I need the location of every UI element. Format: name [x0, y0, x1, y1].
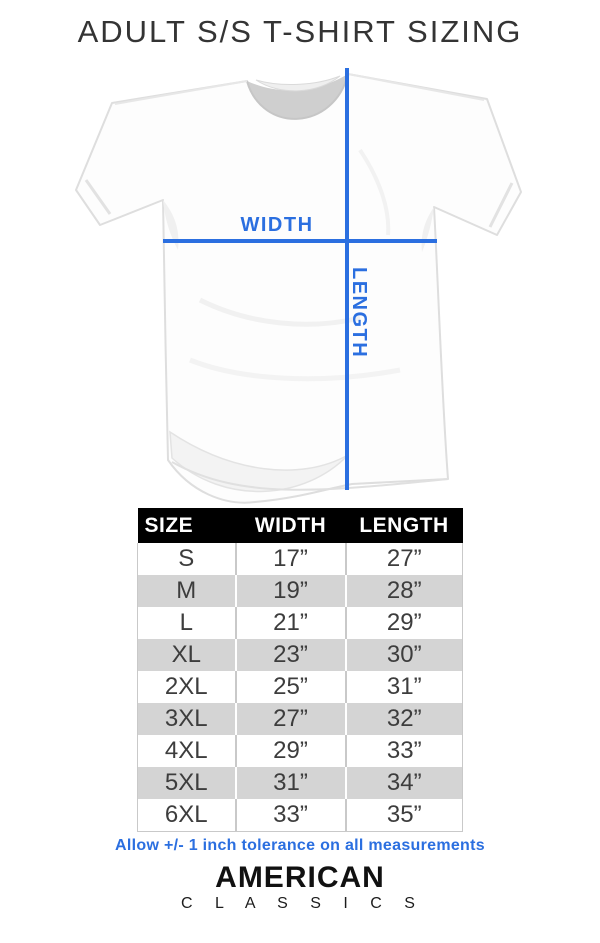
tshirt-diagram	[0, 55, 600, 505]
width-cell: 23”	[236, 639, 346, 671]
size-cell: S	[138, 543, 236, 575]
size-cell: M	[138, 575, 236, 607]
table-row	[138, 575, 463, 607]
table-header-row	[138, 508, 463, 543]
header-width: WIDTH	[236, 508, 346, 543]
length-cell: 33”	[346, 735, 463, 767]
size-cell: L	[138, 607, 236, 639]
size-cell: 6XL	[138, 799, 236, 831]
size-chart-table	[137, 508, 463, 832]
brand-subname: C L A S S I C S	[181, 895, 424, 912]
width-cell: 33”	[236, 799, 346, 831]
width-cell: 25”	[236, 671, 346, 703]
width-cell: 27”	[236, 703, 346, 735]
table-row	[138, 543, 463, 575]
tolerance-note: Allow +/- 1 inch tolerance on all measurements	[115, 837, 485, 854]
page-title: ADULT S/S T-SHIRT SIZING	[77, 14, 523, 49]
header-size: SIZE	[138, 508, 236, 543]
length-cell: 32”	[346, 703, 463, 735]
size-cell: 2XL	[138, 671, 236, 703]
header-length: LENGTH	[346, 508, 463, 543]
width-label: WIDTH	[240, 214, 314, 236]
length-cell: 29”	[346, 607, 463, 639]
size-cell: 4XL	[138, 735, 236, 767]
table-row	[138, 639, 463, 671]
tshirt-illustration	[76, 74, 521, 503]
length-cell: 27”	[346, 543, 463, 575]
table-row	[138, 799, 463, 831]
width-cell: 19”	[236, 575, 346, 607]
length-cell: 30”	[346, 639, 463, 671]
length-cell: 34”	[346, 767, 463, 799]
length-cell: 28”	[346, 575, 463, 607]
size-cell: XL	[138, 639, 236, 671]
size-cell: 3XL	[138, 703, 236, 735]
width-cell: 17”	[236, 543, 346, 575]
brand-logo	[0, 862, 600, 914]
table-row	[138, 671, 463, 703]
table-row	[138, 607, 463, 639]
width-cell: 21”	[236, 607, 346, 639]
size-cell: 5XL	[138, 767, 236, 799]
brand-name: AMERICAN	[215, 861, 385, 894]
length-cell: 31”	[346, 671, 463, 703]
width-cell: 29”	[236, 735, 346, 767]
length-cell: 35”	[346, 799, 463, 831]
length-label: LENGTH	[348, 267, 370, 359]
table-row	[138, 703, 463, 735]
width-cell: 31”	[236, 767, 346, 799]
table-row	[138, 735, 463, 767]
width-measure-line	[163, 239, 437, 243]
table-row	[138, 767, 463, 799]
